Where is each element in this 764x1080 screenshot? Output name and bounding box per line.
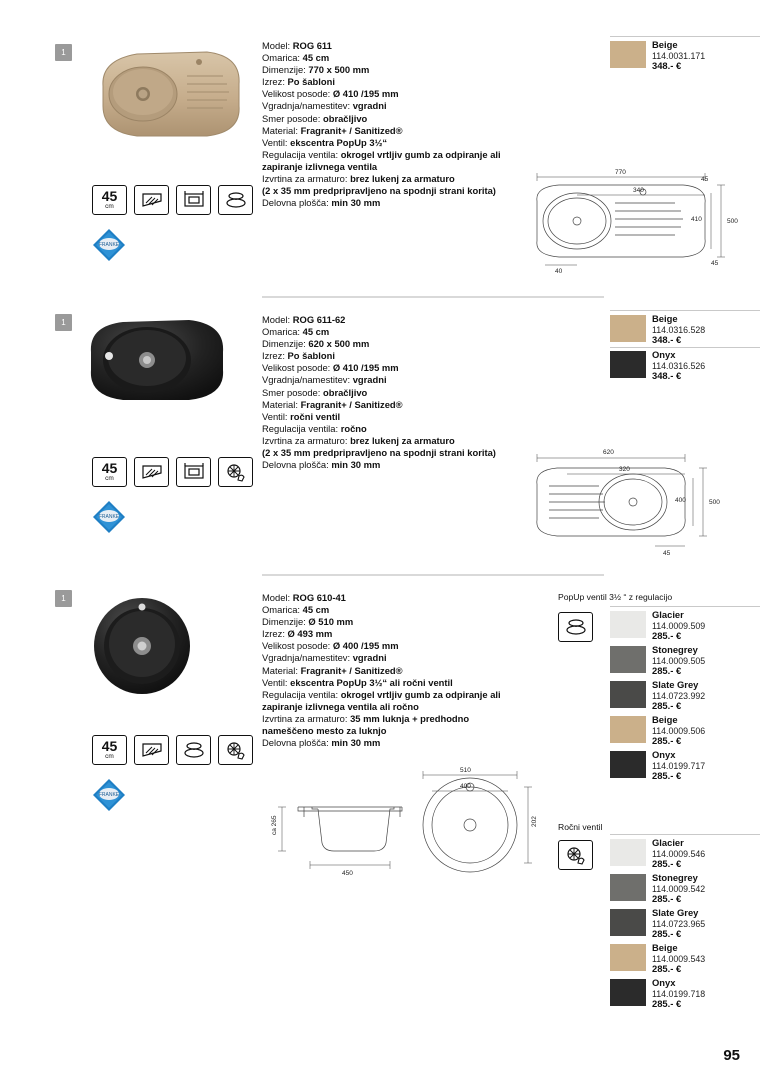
color-price: 348.- € — [652, 334, 682, 345]
color-code: 114.0009.542 — [652, 883, 706, 894]
spec-label: Ventil: — [262, 136, 291, 148]
color-name: Glacier — [652, 837, 684, 848]
color-option[interactable] — [610, 645, 760, 678]
spec-value: 45 cm — [302, 326, 330, 338]
sink-photo-rog-611-62 — [85, 310, 230, 410]
dim-label: 510 — [460, 767, 471, 774]
spec-label: Delovna plošča: — [262, 197, 332, 209]
dim-label: 45 — [711, 260, 719, 267]
color-swatch — [610, 41, 646, 68]
index-badge: 1 — [55, 44, 72, 61]
color-swatch — [610, 979, 646, 1006]
spec-value: ročni ventil — [290, 410, 341, 422]
color-name: Slate Grey — [652, 679, 699, 690]
fragranit-sanitized-badge — [92, 500, 126, 534]
color-swatch — [610, 611, 646, 638]
flush-mount-icon — [176, 457, 211, 487]
color-options-rog-611 — [610, 40, 760, 75]
template-cut-icon — [134, 735, 169, 765]
color-name: Beige — [652, 714, 678, 725]
spec-value: ROG 611-62 — [292, 314, 346, 325]
spec-list-rog-611-62: Model: ROG 611-62 Omarica: 45 cm Dimenzije: 620 x 500 mm Izrez: Po šabloni Velikost posode: Ø 410 /195 mm Vgradnja/namestitev: vgradni Smer posode: obračljivo Material: Fragranit+ / Sanitized® Ventil: ročni ventil Regulacija ventila: ročno Izvrtina za armaturo: brez lukenj za armaturo (2 x 35 mm predpripravljeno na spodnji strani korita) Delovna plošča: min 30 mm — [262, 314, 496, 471]
spec-label: Vgradnja/namestitev: — [262, 100, 353, 112]
spec-label: Omarica: — [262, 52, 303, 64]
cabinet-45cm-icon: 45 cm — [92, 457, 127, 487]
fragranit-sanitized-badge — [92, 228, 126, 262]
color-swatch — [610, 874, 646, 901]
svg-text:FRANKE: FRANKE — [98, 792, 120, 798]
color-price: 285.- € — [652, 928, 682, 939]
color-name: Stonegrey — [652, 644, 698, 655]
color-code: 114.0316.526 — [652, 360, 706, 371]
dim-label: 410 — [691, 216, 702, 223]
dim-label: 770 — [615, 169, 626, 176]
spec-value: vgradni — [352, 374, 387, 386]
color-swatch — [610, 681, 646, 708]
svg-text:FRANKE: FRANKE — [98, 242, 120, 248]
spec-value: ekscentra PopUp 3½“ — [290, 136, 388, 148]
spec-value: obračljivo — [322, 386, 368, 398]
spec-value: 45 cm — [302, 52, 330, 64]
color-swatch — [610, 351, 646, 378]
template-cut-icon — [134, 457, 169, 487]
spec-value: Ø 410 /195 mm — [332, 88, 399, 100]
color-price: 285.- € — [652, 735, 682, 746]
feature-icons-rog-611-62 — [92, 457, 253, 487]
spec-label: Izrez: — [262, 76, 288, 88]
spec-label: Model: — [262, 40, 293, 51]
color-swatch — [610, 716, 646, 743]
section-divider — [262, 574, 604, 576]
spec-value: okrogel vrtljiv gumb za odpiranje ali — [340, 148, 501, 160]
color-code: 114.0723.965 — [652, 918, 706, 929]
dim-label: 202 — [531, 816, 538, 827]
color-code: 114.0009.506 — [652, 725, 706, 736]
spec-value: Fragranit+ / Sanitized® — [300, 124, 403, 136]
spec-value: ročno — [340, 422, 367, 434]
dim-label: 40 — [555, 268, 563, 275]
spec-value: ROG 610-41 — [292, 592, 346, 603]
color-option[interactable] — [610, 715, 760, 748]
color-name: Slate Grey — [652, 907, 699, 918]
color-swatch — [610, 315, 646, 342]
section-divider — [262, 296, 604, 298]
color-price: 285.- € — [652, 998, 682, 1009]
color-code: 114.0316.528 — [652, 324, 706, 335]
color-option[interactable] — [610, 680, 760, 713]
color-options-rog-610-41-popup — [610, 610, 760, 785]
popup-valve-icon — [218, 185, 253, 215]
spec-value: vgradni — [352, 100, 387, 112]
color-name: Glacier — [652, 609, 684, 620]
dim-label: 400 — [675, 497, 686, 504]
color-swatch — [610, 839, 646, 866]
color-swatch — [610, 646, 646, 673]
color-option[interactable] — [610, 750, 760, 783]
index-badge: 1 — [55, 314, 72, 331]
spec-value: brez lukenj za armaturo — [350, 173, 455, 185]
spec-value: 45 cm — [302, 604, 330, 616]
spec-value: 620 x 500 mm — [308, 338, 370, 350]
spec-list-rog-610-41: Model: ROG 610-41 Omarica: 45 cm Dimenzije: Ø 510 mm Izrez: Ø 493 mm Velikost posode: Ø 400 /195 mm Vgradnja/namestitev: vgradni Material: Fragranit+ / Sanitized® Ventil: ekscentra PopUp 3½“ ali ročni ventil Regulacija ventila: okrogel vrtljiv gumb za odpiranje ali zapiranje izlivnega ventila ali ročno Izvrtina za armaturo: 35 mm luknja + predhodno nameščeno mesto za luknjo Delovna plošča: min 30 mm — [262, 592, 501, 749]
color-group-header-popup: PopUp ventil 3½ “ z regulacijo — [558, 592, 673, 602]
color-code: 114.0199.718 — [652, 988, 706, 999]
spec-value: nameščeno mesto za luknjo — [262, 725, 387, 737]
spec-label: Material: — [262, 124, 301, 136]
dim-label: 45 — [663, 550, 671, 557]
manual-valve-icon — [558, 840, 593, 870]
manual-valve-icon — [218, 457, 253, 487]
technical-drawing-rog-611 — [515, 165, 750, 285]
color-price: 285.- € — [652, 858, 682, 869]
spec-value: Fragranit+ / Sanitized® — [300, 664, 403, 676]
spec-label: Izvrtina za armaturo: — [262, 173, 351, 185]
color-price: 348.- € — [652, 370, 682, 381]
color-swatch — [610, 909, 646, 936]
template-cut-icon — [134, 185, 169, 215]
color-name: Onyx — [652, 349, 676, 360]
color-name: Stonegrey — [652, 872, 698, 883]
spec-value: vgradni — [352, 652, 387, 664]
manual-valve-icon — [218, 735, 253, 765]
dim-label: 320 — [619, 466, 630, 473]
dim-label: 620 — [603, 449, 614, 456]
color-name: Onyx — [652, 977, 676, 988]
color-code: 114.0009.509 — [652, 620, 706, 631]
feature-icons-rog-610-41 — [92, 735, 253, 765]
color-price: 285.- € — [652, 963, 682, 974]
color-option[interactable] — [610, 610, 760, 643]
dim-label: 500 — [709, 499, 720, 506]
spec-label: Velikost posode: — [262, 88, 333, 100]
spec-value: ROG 611 — [292, 40, 332, 51]
flush-mount-icon — [176, 185, 211, 215]
spec-value: okrogel vrtljiv gumb za odpiranje ali — [340, 688, 501, 700]
spec-value: obračljivo — [322, 112, 368, 124]
page-number: 95 — [723, 1047, 740, 1064]
color-swatch — [610, 751, 646, 778]
spec-value: Ø 400 /195 mm — [332, 640, 399, 652]
color-code: 114.0723.992 — [652, 690, 706, 701]
color-code: 114.0199.717 — [652, 760, 706, 771]
color-name: Beige — [652, 39, 678, 50]
dim-label: 500 — [727, 218, 738, 225]
spec-value: Po šabloni — [287, 76, 335, 88]
spec-value: min 30 mm — [331, 459, 381, 471]
color-option[interactable] — [610, 873, 760, 906]
spec-value: Ø 410 /195 mm — [332, 362, 399, 374]
color-price: 285.- € — [652, 770, 682, 781]
color-code: 114.0009.543 — [652, 953, 706, 964]
sink-photo-rog-611 — [95, 40, 245, 150]
color-code: 114.0009.546 — [652, 848, 706, 859]
spec-value: zapiranje izlivnega ventila — [262, 160, 378, 172]
popup-valve-icon — [176, 735, 211, 765]
dim-label: ca 265 — [271, 815, 278, 835]
spec-value: brez lukenj za armaturo — [350, 434, 455, 446]
spec-value: min 30 mm — [331, 737, 381, 749]
dim-label: 340 — [633, 187, 644, 194]
color-options-rog-610-41-manual — [610, 838, 760, 1013]
dim-label: 450 — [342, 870, 353, 875]
color-name: Onyx — [652, 749, 676, 760]
color-code: 114.0009.505 — [652, 655, 706, 666]
spec-label: Dimenzije: — [262, 64, 309, 76]
feature-icons-rog-611 — [92, 185, 253, 215]
svg-text:FRANKE: FRANKE — [98, 514, 120, 520]
color-price: 285.- € — [652, 700, 682, 711]
fragranit-sanitized-badge — [92, 778, 126, 812]
color-code: 114.0031.171 — [652, 50, 706, 61]
spec-label: Smer posode: — [262, 112, 323, 124]
technical-drawing-rog-611-62 — [515, 440, 740, 565]
spec-value: Ø 510 mm — [308, 616, 354, 628]
cabinet-45cm-icon: 45 cm — [92, 735, 127, 765]
spec-label: Regulacija ventila: — [262, 148, 341, 160]
cabinet-45cm-icon: 45 cm — [92, 185, 127, 215]
spec-value: Fragranit+ / Sanitized® — [300, 398, 403, 410]
color-name: Beige — [652, 313, 678, 324]
color-option[interactable] — [610, 350, 760, 383]
spec-value: Ø 493 mm — [287, 628, 333, 640]
color-price: 285.- € — [652, 665, 682, 676]
color-option[interactable] — [610, 838, 760, 871]
color-group-header-manual: Ročni ventil — [558, 822, 603, 832]
color-price: 285.- € — [652, 630, 682, 641]
dim-label: 45 — [701, 176, 709, 183]
spec-value: 770 x 500 mm — [308, 64, 370, 76]
color-option[interactable] — [610, 978, 760, 1011]
color-option[interactable] — [610, 40, 760, 73]
index-badge: 1 — [55, 590, 72, 607]
color-option[interactable] — [610, 314, 760, 347]
color-price: 348.- € — [652, 60, 682, 71]
color-price: 285.- € — [652, 893, 682, 904]
spec-value: zapiranje izlivnega ventila ali ročno — [262, 700, 419, 712]
spec-value: 35 mm luknja + predhodno — [350, 712, 470, 724]
color-option[interactable] — [610, 908, 760, 941]
color-swatch — [610, 944, 646, 971]
color-options-rog-611-62 — [610, 314, 760, 385]
spec-value: ekscentra PopUp 3½“ ali ročni ventil — [290, 676, 453, 688]
popup-valve-icon — [558, 612, 593, 642]
spec-value: (2 x 35 mm predpripravljeno na spodnji strani korita) — [262, 447, 496, 459]
color-name: Beige — [652, 942, 678, 953]
technical-drawing-rog-610-41 — [252, 765, 542, 875]
dim-label: 400 — [460, 783, 471, 790]
spec-value: (2 x 35 mm predpripravljeno na spodnji strani korita) — [262, 185, 496, 197]
sink-photo-rog-610-41 — [80, 592, 210, 702]
color-option[interactable] — [610, 943, 760, 976]
spec-value: Po šabloni — [287, 350, 335, 362]
spec-value: min 30 mm — [331, 197, 381, 209]
